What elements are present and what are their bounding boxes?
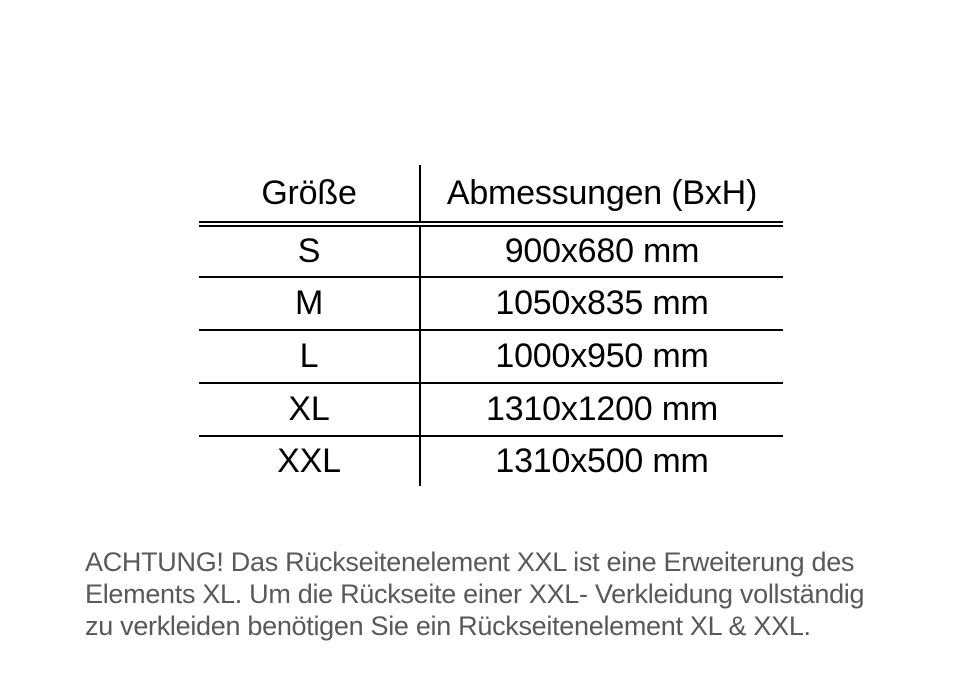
table-row [199,330,783,383]
notice-line: Elements XL. Um die Rückseite einer XXL- Verkleidung vollständig [85,579,865,609]
table-header-row [199,165,783,224]
dimensions-cell: 1050x835 mm [420,277,783,330]
dimensions-cell: 1310x1200 mm [420,383,783,436]
size-cell: L [199,330,420,383]
header-cell-size: Größe [199,165,420,224]
table-row [199,277,783,330]
dimensions-cell: 1310x500 mm [495,442,709,480]
notice-line: zu verkleiden benötigen Sie ein Rückseitenelement XL & XXL. [85,611,811,641]
notice-line: ACHTUNG! Das Rückseitenelement XXL ist eine Erweiterung des [85,547,855,577]
size-cell: XL [199,383,420,436]
dimensions-cell: 1000x950 mm [420,330,783,383]
table-row [199,224,783,277]
header-cell-dimensions: Abmessungen (BxH) [420,165,783,224]
size-cell: M [199,277,420,330]
notice-text [85,546,915,642]
size-cell: S [199,224,420,277]
size-cell: XXL [199,436,420,486]
size-dimensions-table [199,165,783,486]
table-row [199,383,783,436]
dimensions-cell: 900x680 mm [420,224,783,277]
table-row [199,436,783,486]
